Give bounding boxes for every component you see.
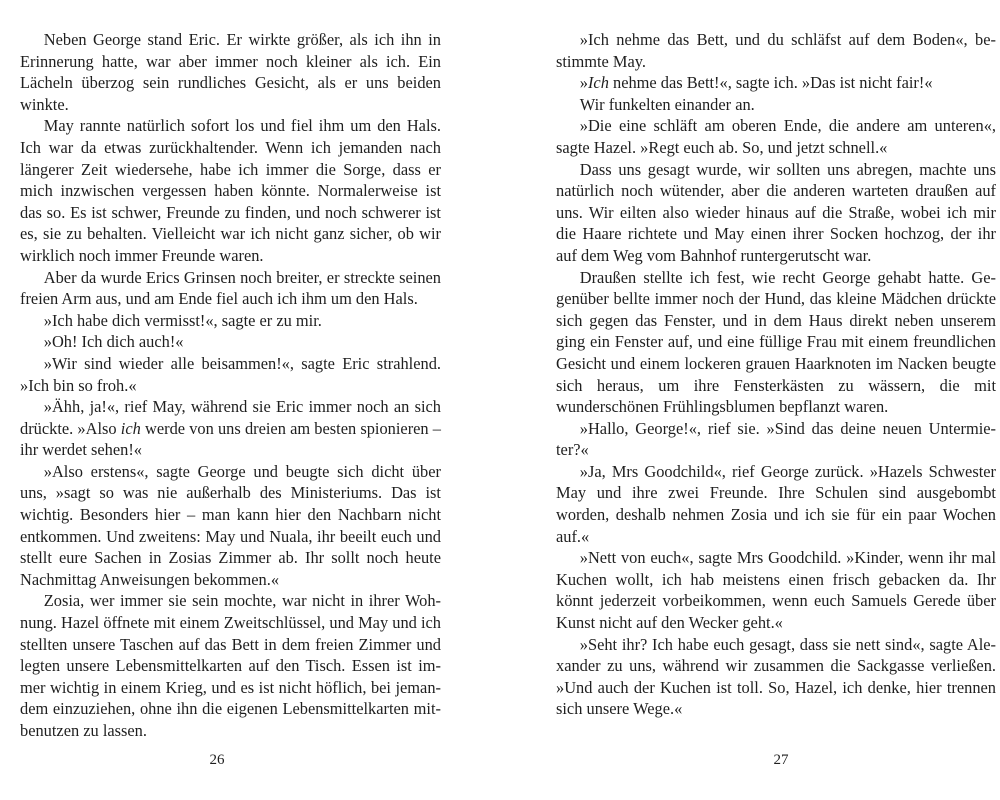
- text-run: Zosia, wer immer sie sein mochte, war nicht in ihrer Wohnung. Hazel öffnete mit einem Zweitschlüssel, und May und ich stellten unsere Taschen auf das Bett in dem freien Zimmer und legten unsere Lebensmittelkarten auf den Tisch. Essen ist immer wichtig in einem Krieg, und es ist nicht höflich, bei jemandem einzuziehen, ohne ihn die eigenen Lebensmittelkarten mitbenutzen zu lassen.: [20, 591, 441, 740]
- text-run: »Ähh, ja!«, rief May, während sie Eric immer noch an sich drückte. »Also: [20, 397, 441, 438]
- text-run: Aber da wurde Erics Grinsen noch breiter, er streckte seinen freien Arm aus, und am Ende fiel auch ich ihm um den Hals.: [20, 267, 441, 309]
- text-run: May rannte natürlich sofort los und fiel ihm um den Hals. Ich war da etwas zurückhaltender. Wenn ich jemanden nach längerer Zeit wiedersehe, habe ich immer die Sorge, dass er mich inzwischen vergessen haben könnte. Normalerweise ist das so. Es ist schwer, Freunde zu finden, und noch schwerer ist es, sie zu behalten. Vielleicht war ich nicht ganz sicher, ob wir wirklich noch immer Freunde waren.: [20, 116, 441, 265]
- text-run: werde von uns dreien am besten spionieren – ihr werdet sehen!«: [20, 418, 441, 460]
- paragraph: [556, 72, 996, 94]
- text-run: Wir funkelten einander an.: [579, 94, 755, 114]
- paragraph: [556, 29, 996, 72]
- text-run: »Hallo, George!«, rief sie. »Sind das deine neuen Untermieter?«: [556, 418, 996, 460]
- paragraph: [20, 267, 441, 310]
- text-run: »Die eine schläft am oberen Ende, die andere am unteren«, sagte Hazel. »Regt euch ab. So, und jetzt schnell.«: [556, 116, 996, 157]
- emphasis-text: Ich: [587, 73, 609, 93]
- text-run: »Ja, Mrs Goodchild«, rief George zurück. »Hazels Schwester May und ihre zwei Freunde. Ihre Schulen sind ausgebombt worden, deshalb nehmen Zosia und ich sie für ein paar Wochen auf.«: [556, 461, 996, 546]
- paragraph: [556, 159, 996, 267]
- paragraph: [556, 267, 996, 418]
- paragraph: [556, 418, 996, 461]
- paragraph: [20, 115, 441, 266]
- paragraph: [20, 461, 441, 591]
- text-run: Neben George stand Eric. Er wirkte größer, als ich ihn in Erinnerung hatte, war aber immer noch kleiner als ich. Ein Lächeln überzog sein rundliches Gesicht, als er uns beiden winkte.: [20, 30, 441, 114]
- text-run: nehme das Bett!«, sagte ich. »Das ist nicht fair!«: [608, 73, 933, 93]
- paragraph: [556, 634, 996, 720]
- emphasis-text: ich: [120, 418, 141, 438]
- paragraph: [20, 590, 441, 741]
- text-run: Draußen stellte ich fest, wie recht George gehabt hatte. Gegenüber bellte immer noch der Hund, das kleine Mädchen drückte sich gegen das Fenster, und in dem Haus direkt neben unserem ging ein Fenster auf, und eine füllige Frau mit einem freundlichen Gesicht und einem lockeren grauen Haarknoten im Nacken beugte sich heraus, um ihre Fensterkästen zu wässern, die mit wunderschönen Frühlingsblumen bepflanzt waren.: [556, 267, 996, 417]
- text-run: »Seht ihr? Ich habe euch gesagt, dass sie nett sind«, sagte Alexander zu uns, während wir zusammen die Sackgasse verließen. »Und auch der Kuchen ist toll. So, Hazel, ich denke, hier trennen sich unsere Wege.«: [556, 634, 996, 719]
- left-page: [20, 29, 441, 742]
- text-run: »Wir sind wieder alle beisammen!«, sagte Eric strahlend. »Ich bin so froh.«: [20, 353, 441, 395]
- text-run: Dass uns gesagt wurde, wir sollten uns abregen, machte uns natürlich noch wütender, aber die anderen warteten draußen auf uns. Wir eilten also wieder hinaus auf die Straße, wobei ich mir die Haare richtete und May einen ihrer Socken hochzog, der ihr auf dem Weg vom Bahnhof runtergerutscht war.: [556, 159, 996, 265]
- text-run: »Oh! Ich dich auch!«: [43, 332, 184, 352]
- text-run: »Also erstens«, sagte George und beugte sich dicht über uns, »sagt so was nie außerhalb des Ministeriums. Das ist wichtig. Besonders hier – man kann hier den Nachbarn nicht entkommen. Und zweitens: May und Nuala, ihr beeilt euch und stellt eure Sachen in Zosias Zimmer ab. Ihr sollt noch heute Nachmittag Anweisungen bekommen.«: [20, 461, 441, 589]
- text-run: »Nett von euch«, sagte Mrs Goodchild. »Kinder, wenn ihr mal Kuchen wollt, ich hab meistens einen frisch gebacken da. Ihr könnt jederzeit vorbeikommen, wenn euch Samuels Gerede über Kunst nicht auf den Wecker geht.«: [556, 548, 996, 633]
- paragraph: [556, 461, 996, 547]
- paragraph: [20, 29, 441, 115]
- paragraph: [556, 94, 996, 116]
- text-run: »Ich habe dich vermisst!«, sagte er zu mir.: [43, 310, 322, 330]
- paragraph: [20, 396, 441, 461]
- paragraph: [20, 310, 441, 332]
- page-number-right: 27: [773, 752, 789, 768]
- left-page-text: [20, 29, 441, 742]
- right-page: [556, 29, 996, 720]
- paragraph: [556, 547, 996, 633]
- paragraph: [556, 115, 996, 158]
- text-run: »: [579, 73, 588, 93]
- right-page-text: [556, 29, 996, 720]
- paragraph: [20, 353, 441, 396]
- page-number-left: 26: [209, 752, 225, 768]
- text-run: »Ich nehme das Bett, und du schläfst auf dem Boden«, bestimmte May.: [556, 30, 996, 71]
- paragraph: [20, 331, 441, 353]
